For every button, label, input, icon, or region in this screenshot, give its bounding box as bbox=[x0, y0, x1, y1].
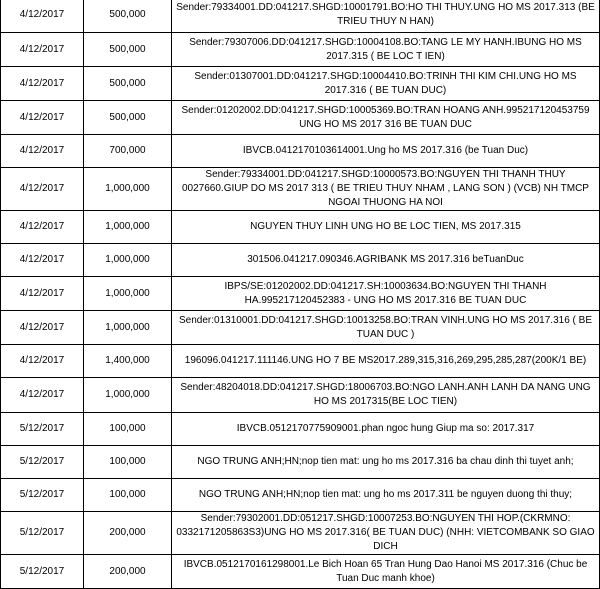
transaction-date: 4/12/2017 bbox=[1, 33, 84, 67]
table-row bbox=[1, 512, 600, 555]
transaction-description: Sender:01202002.DD:041217.SHGD:10005369.BO:TRAN HOANG ANH.995217120453759 UNG HO MS 2017 316 BE TUAN DUC bbox=[172, 101, 600, 135]
table-row bbox=[1, 168, 600, 211]
transaction-date: 4/12/2017 bbox=[1, 168, 84, 211]
table-row bbox=[1, 135, 600, 168]
transaction-amount: 700,000 bbox=[84, 135, 172, 168]
table-row bbox=[1, 311, 600, 345]
transaction-description: IBVCB.0512170161298001.Le Bich Hoan 65 Tran Hung Dao Hanoi MS 2017.316 (Chuc be Tuan Duc manh khoe) bbox=[172, 555, 600, 589]
transaction-description: IBVCB.0412170103614001.Ung ho MS 2017.316 (be Tuan Duc) bbox=[172, 135, 600, 168]
transaction-date: 4/12/2017 bbox=[1, 0, 84, 33]
transaction-date: 4/12/2017 bbox=[1, 345, 84, 378]
transaction-amount: 100,000 bbox=[84, 446, 172, 479]
transaction-amount: 200,000 bbox=[84, 555, 172, 589]
transaction-amount: 1,000,000 bbox=[84, 211, 172, 244]
transaction-amount: 100,000 bbox=[84, 479, 172, 512]
transaction-description: Sender:79334001.DD:041217.SHGD:10000573.BO:NGUYEN THI THANH THUY 0027660.GIUP DO MS 2017 313 ( BE TRIEU THUY NHAM , LANG SON ) (VCB) NH TMCP NGOAI THUONG HA NOI bbox=[172, 168, 600, 211]
transaction-amount: 200,000 bbox=[84, 512, 172, 555]
table-row bbox=[1, 479, 600, 512]
table-row bbox=[1, 555, 600, 589]
table-row bbox=[1, 0, 600, 33]
transaction-date: 5/12/2017 bbox=[1, 512, 84, 555]
transaction-date: 5/12/2017 bbox=[1, 413, 84, 446]
table-row bbox=[1, 413, 600, 446]
transaction-date: 4/12/2017 bbox=[1, 211, 84, 244]
transaction-description: Sender:79334001.DD:041217.SHGD:10001791.BO:HO THI THUY.UNG HO MS 2017.313 (BE TRIEU THUY N HAN) bbox=[172, 0, 600, 33]
transaction-amount: 100,000 bbox=[84, 413, 172, 446]
transaction-amount: 1,000,000 bbox=[84, 311, 172, 345]
transaction-amount: 500,000 bbox=[84, 33, 172, 67]
table-row bbox=[1, 244, 600, 277]
transaction-date: 4/12/2017 bbox=[1, 67, 84, 101]
transaction-description: IBVCB.0512170775909001.phan ngoc hung Giup ma so: 2017.317 bbox=[172, 413, 600, 446]
transaction-description: Sender:01307001.DD:041217.SHGD:10004410.BO:TRINH THI KIM CHI.UNG HO MS 2017.316 ( BE TUAN DUC) bbox=[172, 67, 600, 101]
transaction-date: 4/12/2017 bbox=[1, 311, 84, 345]
transaction-date: 4/12/2017 bbox=[1, 101, 84, 135]
transaction-description: 301506.041217.090346.AGRIBANK MS 2017.316 beTuanDuc bbox=[172, 244, 600, 277]
table-row bbox=[1, 446, 600, 479]
table-row bbox=[1, 345, 600, 378]
transaction-description: IBPS/SE:01202002.DD:041217.SH:10003634.BO:NGUYEN THI THANH HA.995217120452383 - UNG HO MS 2017.316 BE TUAN DUC bbox=[172, 277, 600, 311]
table-row bbox=[1, 67, 600, 101]
transaction-description: NGO TRUNG ANH;HN;nop tien mat: ung ho ms 2017.311 be nguyen duong thi thuy; bbox=[172, 479, 600, 512]
transaction-date: 5/12/2017 bbox=[1, 446, 84, 479]
transaction-description: Sender:79302001.DD:051217.SHGD:10007253.BO:NGUYEN THI HOP.(CKRMNO: 0332171205863S3)UNG HO MS 2017.316( BE TUAN DUC) (NHH: VIETCOMBANK SO GIAO DICH bbox=[172, 512, 600, 555]
transaction-amount: 1,000,000 bbox=[84, 168, 172, 211]
transaction-date: 4/12/2017 bbox=[1, 378, 84, 413]
transaction-amount: 1,400,000 bbox=[84, 345, 172, 378]
transaction-date: 5/12/2017 bbox=[1, 479, 84, 512]
transaction-amount: 500,000 bbox=[84, 101, 172, 135]
transaction-description: NGUYEN THUY LINH UNG HO BE LOC TIEN, MS 2017.315 bbox=[172, 211, 600, 244]
table-row bbox=[1, 101, 600, 135]
transaction-description: Sender:79307006.DD:041217.SHGD:10004108.BO:TANG LE MY HANH.IBUNG HO MS 2017.315 ( BE LOC T IEN) bbox=[172, 33, 600, 67]
transaction-description: Sender:01310001.DD:041217.SHGD:10013258.BO:TRAN VINH.UNG HO MS 2017.316 ( BE TUAN DUC ) bbox=[172, 311, 600, 345]
transaction-date: 5/12/2017 bbox=[1, 555, 84, 589]
table-row bbox=[1, 33, 600, 67]
transaction-description: Sender:48204018.DD:041217.SHGD:18006703.BO:NGO LANH.ANH LANH DA NANG UNG HO MS 2017315(BE LOC TIEN) bbox=[172, 378, 600, 413]
transaction-amount: 1,000,000 bbox=[84, 244, 172, 277]
transaction-date: 4/12/2017 bbox=[1, 135, 84, 168]
transaction-amount: 1,000,000 bbox=[84, 378, 172, 413]
transaction-table-body bbox=[1, 0, 600, 589]
transaction-date: 4/12/2017 bbox=[1, 244, 84, 277]
transaction-amount: 500,000 bbox=[84, 67, 172, 101]
transaction-description: NGO TRUNG ANH;HN;nop tien mat: ung ho ms 2017.316 ba chau dinh thi tuyet anh; bbox=[172, 446, 600, 479]
table-row bbox=[1, 378, 600, 413]
table-row bbox=[1, 277, 600, 311]
transaction-amount: 500,000 bbox=[84, 0, 172, 33]
table-row bbox=[1, 211, 600, 244]
transaction-date: 4/12/2017 bbox=[1, 277, 84, 311]
transaction-description: 196096.041217.111146.UNG HO 7 BE MS2017.289,315,316,269,295,285,287(200K/1 BE) bbox=[172, 345, 600, 378]
transaction-amount: 1,000,000 bbox=[84, 277, 172, 311]
